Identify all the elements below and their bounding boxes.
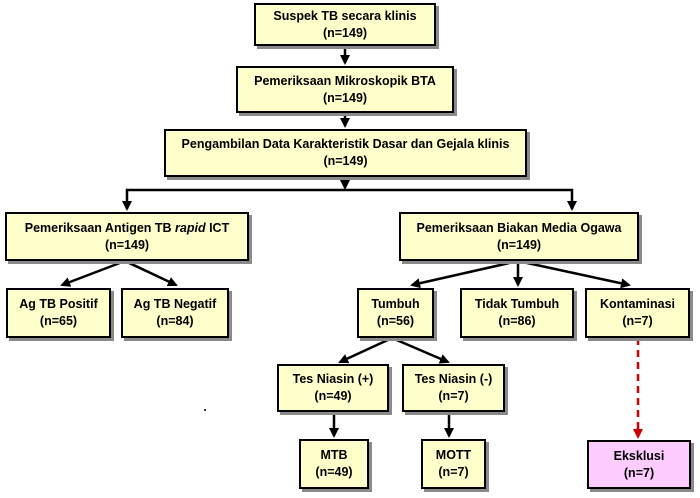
box-title: Tes Niasin (-)	[414, 372, 493, 386]
split-left	[127, 190, 345, 209]
box-count: (n=65)	[39, 314, 78, 328]
box-count: (n=7)	[438, 465, 469, 479]
box-biakan	[399, 212, 639, 261]
box-antigen	[5, 212, 249, 261]
box-title: Pemeriksaan Biakan Media Ogawa	[416, 220, 622, 235]
box-tidak-tumbuh	[460, 288, 574, 338]
box-count: (n=149)	[323, 154, 368, 168]
box-count: (n=7)	[623, 465, 655, 480]
box-title: Ag TB Negatif	[133, 297, 217, 311]
box-count: (n=7)	[622, 314, 653, 328]
box-title: Eksklusi	[613, 448, 665, 463]
arrow-antigen-agneg	[125, 261, 176, 285]
box-title: Kontaminasi	[599, 297, 675, 311]
box-title: Tidak Tumbuh	[474, 297, 560, 311]
arrow-tumbuh-niasinpos	[340, 338, 392, 362]
box-count: (n=84)	[156, 314, 194, 328]
box-count: (n=86)	[498, 314, 536, 328]
box-ag-positif	[6, 288, 111, 338]
split-right	[345, 190, 572, 209]
box-title: Tumbuh	[371, 297, 420, 311]
box-count: (n=56)	[376, 314, 415, 328]
box-suspek	[254, 3, 436, 46]
box-count: (n=149)	[496, 237, 542, 252]
box-ag-negatif	[121, 288, 229, 338]
box-title: Pemeriksaan Antigen TB rapid ICT	[24, 220, 230, 235]
arrow-biakan-tumbuh	[412, 261, 518, 285]
box-count: (n=149)	[322, 90, 368, 105]
box-title: Pemeriksaan Mikroskopik BTA	[254, 73, 436, 88]
box-title: Tes Niasin (+)	[292, 372, 374, 386]
arrow-tumbuh-niasinneg	[392, 338, 448, 362]
box-title: Suspek TB secara klinis	[273, 8, 417, 23]
box-niasin-negatif	[402, 364, 505, 412]
box-title: Pengambilan Data Karakteristik Dasar dan Gejala klinis	[181, 137, 510, 151]
box-title: MOTT	[435, 448, 472, 462]
box-eksklusi	[587, 440, 691, 489]
box-mtb	[299, 439, 369, 489]
box-count: (n=149)	[104, 237, 150, 252]
stray-dot	[204, 409, 206, 411]
box-count: (n=49)	[314, 389, 352, 403]
box-kontaminasi	[585, 288, 690, 338]
box-mikroskopik	[236, 66, 454, 113]
box-tumbuh	[357, 288, 434, 338]
box-data-karakteristik	[164, 129, 527, 177]
box-mott	[421, 439, 486, 489]
box-count: (n=7)	[438, 389, 469, 403]
box-title: MTB	[320, 448, 348, 462]
box-count: (n=149)	[322, 25, 368, 40]
box-count: (n=49)	[315, 465, 353, 479]
box-title: Ag TB Positif	[19, 297, 98, 311]
arrow-antigen-agpos	[62, 261, 125, 285]
arrow-biakan-kontam	[518, 261, 629, 285]
box-niasin-positif	[277, 364, 389, 412]
